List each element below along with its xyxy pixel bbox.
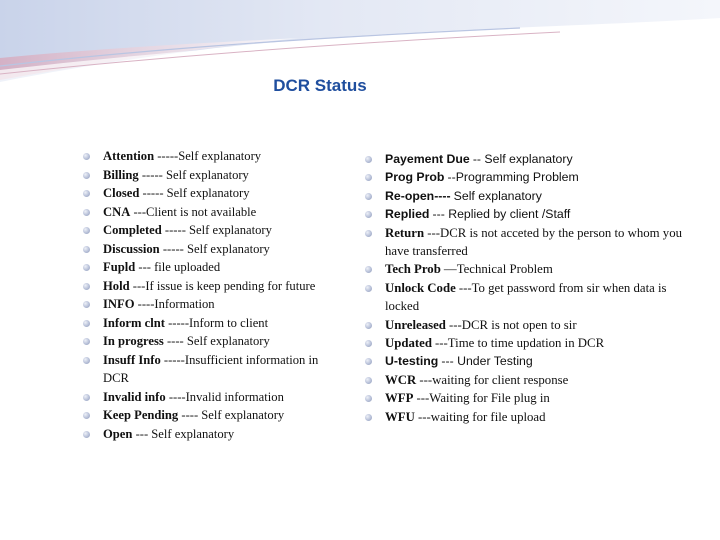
bullet-icon — [365, 230, 372, 237]
list-item — [362, 352, 682, 370]
bullet-icon — [365, 193, 372, 200]
status-term: Unreleased — [385, 317, 446, 332]
bullet-icon — [365, 322, 372, 329]
list-item — [80, 166, 342, 185]
list-item — [362, 408, 682, 426]
list-item — [362, 316, 682, 334]
status-term: Payement Due — [385, 152, 470, 166]
list-item — [362, 334, 682, 352]
status-term: Discussion — [103, 241, 160, 256]
list-item — [362, 187, 682, 205]
status-description: --- Replied by client /Staff — [432, 207, 571, 222]
bullet-icon — [365, 395, 372, 402]
bullet-icon — [83, 227, 90, 234]
status-term: Prog Prob — [385, 170, 445, 185]
bullet-icon — [365, 285, 372, 292]
status-term: U-testing — [385, 354, 439, 369]
status-description: ---Waiting for File plug in — [416, 391, 550, 406]
status-description: ----- Self explanatory — [142, 186, 250, 200]
list-item — [80, 147, 342, 166]
status-description: ---To get password from sir when data is locked — [385, 280, 667, 314]
status-description: ---DCR is not acceted by the person to whom you have transferred — [385, 225, 683, 259]
list-item — [80, 351, 342, 388]
list-item — [362, 168, 682, 186]
list-item — [80, 221, 342, 240]
status-term: Re-open---- — [385, 188, 451, 203]
bullet-icon — [83, 394, 90, 401]
status-term: Tech Prob — [385, 262, 441, 277]
bullet-icon — [83, 320, 90, 327]
status-term: Unlock Code — [385, 280, 456, 295]
status-description: ----Information — [137, 297, 215, 311]
bullet-icon — [83, 357, 90, 364]
status-description: --Programming Problem — [447, 170, 579, 185]
status-term: Fupld — [103, 260, 136, 274]
bullet-icon — [83, 264, 90, 271]
bullet-icon — [365, 156, 372, 163]
bullet-icon — [83, 283, 90, 290]
status-description: ----Invalid information — [168, 389, 284, 404]
status-term: Attention — [103, 149, 155, 163]
bullet-icon — [365, 340, 372, 347]
status-term: WFP — [385, 391, 414, 406]
bullet-icon — [365, 414, 372, 421]
status-description: -----Insufficient information in DCR — [103, 352, 319, 385]
bullet-icon — [365, 377, 372, 384]
status-description: ---waiting for file upload — [417, 409, 546, 424]
status-term: Return — [385, 225, 425, 240]
status-term: Hold — [103, 278, 130, 293]
list-item — [80, 295, 342, 314]
list-item — [80, 406, 342, 425]
status-term: WCR — [385, 372, 417, 387]
bullet-icon — [365, 174, 372, 181]
bullet-icon — [83, 153, 90, 160]
bullet-icon — [365, 211, 372, 218]
bullet-icon — [83, 190, 90, 197]
status-term: Closed — [103, 186, 140, 200]
status-term: CNA — [103, 204, 131, 219]
status-description: ---If issue is keep pending for future — [132, 278, 316, 293]
bullet-icon — [83, 338, 90, 345]
status-description: ---Time to time updation in DCR — [435, 336, 605, 351]
status-list-left — [80, 147, 342, 443]
bullet-icon — [83, 209, 90, 216]
list-item — [362, 389, 682, 407]
list-item — [362, 260, 682, 278]
status-term: Inform clnt — [103, 315, 165, 330]
list-item — [362, 205, 682, 223]
bullet-icon — [83, 172, 90, 179]
page-title: DCR Status — [273, 76, 367, 95]
status-description: ----- Self explanatory — [164, 223, 272, 237]
list-item — [80, 240, 342, 259]
bullet-icon — [365, 266, 372, 273]
list-item — [80, 203, 342, 222]
list-item — [362, 371, 682, 389]
list-item — [80, 388, 342, 407]
list-item — [80, 258, 342, 277]
status-description: -----Self explanatory — [157, 149, 262, 163]
list-item — [80, 277, 342, 296]
bullet-icon — [83, 301, 90, 308]
bullet-icon — [83, 431, 90, 438]
status-term: Keep Pending — [103, 408, 179, 422]
status-description: —Technical Problem — [443, 262, 553, 277]
status-description: --- Self explanatory — [135, 426, 235, 441]
bullet-icon — [365, 358, 372, 365]
status-term: Open — [103, 426, 133, 441]
status-list-right — [362, 150, 682, 426]
status-description: ---- Self explanatory — [166, 334, 270, 348]
status-term: Replied — [385, 207, 430, 222]
status-term: Invalid info — [103, 389, 166, 404]
status-term: Updated — [385, 336, 432, 351]
list-item — [80, 314, 342, 333]
list-item — [362, 279, 682, 316]
status-description: -----Inform to client — [168, 315, 269, 330]
list-item — [80, 184, 342, 203]
list-item — [80, 425, 342, 444]
status-description: --- file uploaded — [138, 260, 221, 274]
status-description: ---waiting for client response — [419, 372, 569, 387]
status-description: --- Under Testing — [441, 354, 533, 369]
status-description: ---- Self explanatory — [181, 408, 285, 422]
list-item — [362, 150, 682, 168]
list-item — [80, 332, 342, 351]
status-description: ----- Self explanatory — [141, 167, 249, 182]
status-description: ---Client is not available — [133, 204, 257, 219]
status-term: WFU — [385, 409, 415, 424]
status-term: INFO — [103, 297, 135, 311]
status-term: In progress — [103, 334, 164, 348]
status-description: ----- Self explanatory — [162, 241, 270, 256]
status-description: Self explanatory — [453, 188, 542, 203]
bullet-icon — [83, 246, 90, 253]
status-description: ---DCR is not open to sir — [448, 317, 577, 332]
status-term: Billing — [103, 167, 139, 182]
bullet-icon — [83, 412, 90, 419]
status-term: Insuff Info — [103, 352, 161, 367]
status-term: Completed — [103, 223, 162, 237]
list-item — [362, 224, 682, 261]
status-description: -- Self explanatory — [472, 152, 573, 166]
